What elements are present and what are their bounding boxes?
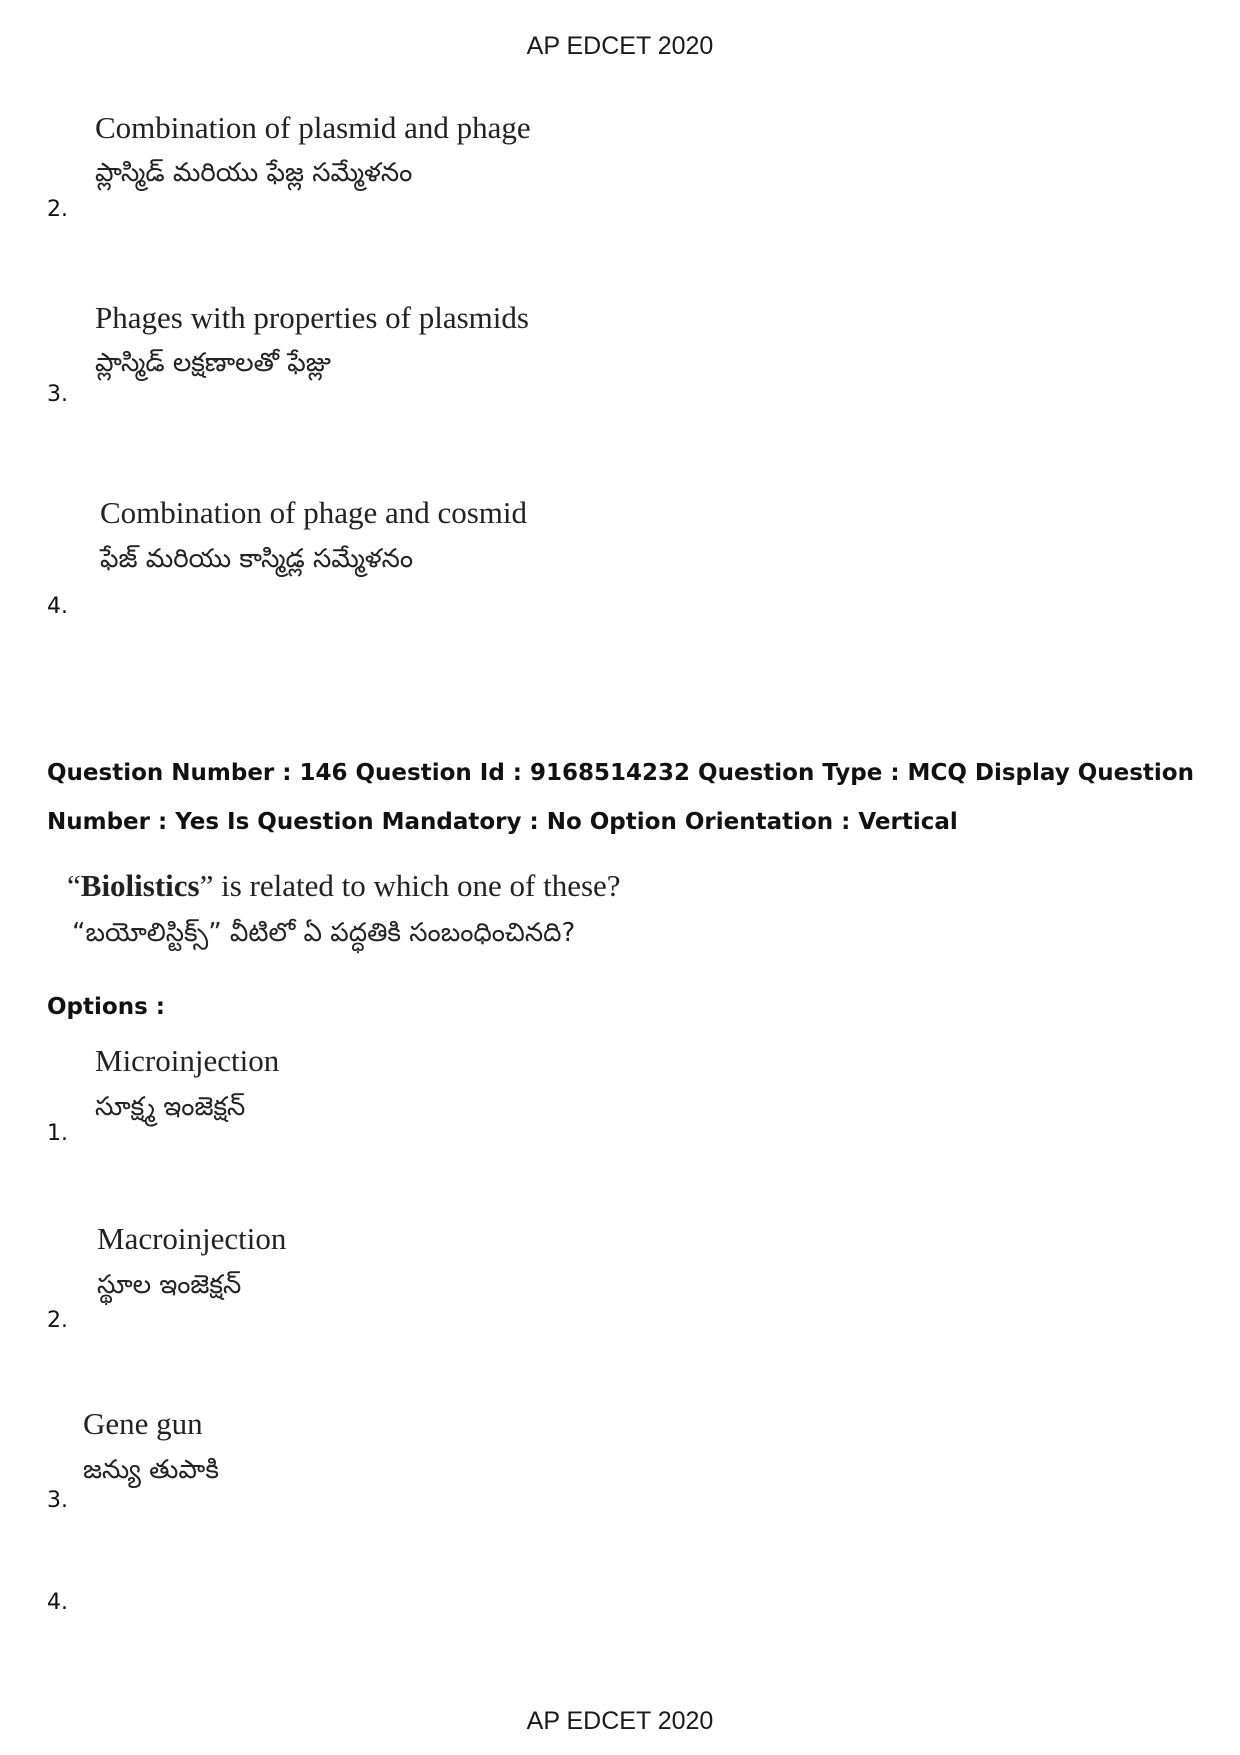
prev-option-3-english: Phages with properties of plasmids	[95, 300, 529, 335]
option-1-telugu: సూక్ష్మ ఇంజెక్షన్	[95, 1092, 246, 1122]
page-header: AP EDCET 2020	[526, 32, 714, 60]
option-2-telugu: స్థూల ఇంజెక్షన్	[97, 1270, 242, 1300]
option-3-telugu: జన్యు తుపాకి	[83, 1455, 219, 1485]
option-3-number: 3.	[47, 1488, 68, 1513]
option-1-english: Microinjection	[95, 1043, 280, 1078]
option-2-english: Macroinjection	[97, 1221, 287, 1256]
question-meta-line1: Question Number : 146 Question Id : 9168514232 Question Type : MCQ Display Question	[47, 760, 1194, 786]
prev-option-3-number: 3.	[47, 382, 68, 407]
prev-option-3-telugu: ప్లాస్మిడ్ లక్షణాలతో ఫేజ్లు	[95, 348, 331, 378]
prev-option-2-number: 2.	[47, 197, 68, 222]
question-keyword: Biolistics	[80, 868, 200, 903]
question-english: “Biolistics” is related to which one of these?	[67, 868, 621, 903]
option-2-number: 2.	[47, 1308, 68, 1333]
prev-option-2-telugu: ప్లాస్మిడ్ మరియు ఫేజ్ల సమ్మేళనం	[95, 158, 413, 188]
options-label: Options :	[47, 994, 165, 1020]
prev-option-2-english: Combination of plasmid and phage	[95, 110, 531, 145]
prev-option-4-number: 4.	[47, 594, 68, 619]
question-telugu: “బయోలిస్టిక్స్” వీటిలో ఏ పద్ధతికి సంబంధించినది?	[72, 918, 576, 948]
prev-option-4-english: Combination of phage and cosmid	[100, 495, 528, 530]
question-meta-line2: Number : Yes Is Question Mandatory : No Option Orientation : Vertical	[47, 809, 958, 835]
page-footer: AP EDCET 2020	[526, 1707, 714, 1735]
option-1-number: 1.	[47, 1121, 68, 1146]
option-3-english: Gene gun	[83, 1406, 203, 1441]
option-4-number: 4.	[47, 1590, 68, 1615]
prev-option-4-telugu: ఫేజ్ మరియు కాస్మిడ్ల సమ్మేళనం	[100, 544, 414, 574]
